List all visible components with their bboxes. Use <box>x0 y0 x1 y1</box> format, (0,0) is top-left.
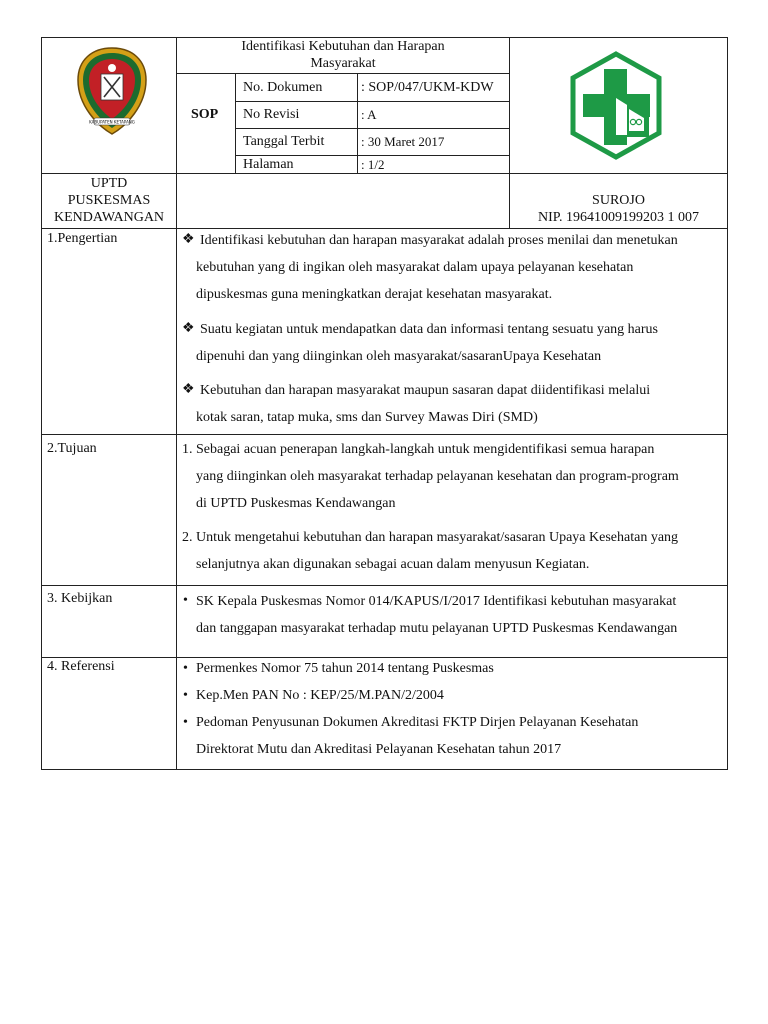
pengertian-item1-line2: kebutuhan yang di ingikan oleh masyarakat dalam upaya pelayanan kesehatan <box>196 260 634 275</box>
field-label-no-revisi: No Revisi <box>243 107 300 122</box>
field-label-tanggal-terbit: Tanggal Terbit <box>243 134 325 149</box>
tujuan-item2-line2: selanjutnya akan digunakan sebagai acuan dalam menyusun Kegiatan. <box>196 557 590 572</box>
signer-name: SUROJO <box>592 193 645 208</box>
tujuan-item1-line3: di UPTD Puskesmas Kendawangan <box>196 496 396 511</box>
field-label-halaman: Halaman <box>243 157 294 172</box>
kebijkan-item1-line2: dan tanggapan masyarakat terhadap mutu pelayanan UPTD Puskesmas Kendawangan <box>196 621 678 636</box>
diamond-bullet-icon: ❖ <box>182 382 195 397</box>
field-label-no-dokumen: No. Dokumen <box>243 80 323 95</box>
svg-text:KABUPATEN KETAPANG: KABUPATEN KETAPANG <box>89 119 135 125</box>
field-value-halaman: : 1/2 <box>361 157 385 172</box>
document-title-line2: Masyarakat <box>310 56 376 71</box>
referensi-item1-line1: Permenkes Nomor 75 tahun 2014 tentang Puskesmas <box>196 661 494 676</box>
bullet-dot-icon: • <box>183 593 188 608</box>
section-label-referensi: 4. Referensi <box>47 659 115 674</box>
pengertian-item1-line3: dipuskesmas guna meningkatkan derajat kesehatan masyarakat. <box>196 287 553 302</box>
referensi-item3-line2: Direktorat Mutu dan Akreditasi Pelayanan Kesehatan tahun 2017 <box>196 742 562 757</box>
field-value-no-dokumen: : SOP/047/UKM-KDW <box>361 80 494 95</box>
pengertian-item2-line2: dipenuhi dan yang diinginkan oleh masyarakat/sasaranUpaya Kesehatan <box>196 349 602 364</box>
bullet-dot-icon: • <box>183 715 188 730</box>
section-label-tujuan: 2.Tujuan <box>47 441 97 456</box>
section-label-pengertian: 1.Pengertian <box>47 231 118 246</box>
pengertian-item1-line1: Identifikasi kebutuhan dan harapan masyarakat adalah proses menilai dan menetukan <box>200 233 678 248</box>
section-label-kebijkan: 3. Kebijkan <box>47 591 113 606</box>
signer-nip: NIP. 19641009199203 1 007 <box>537 210 699 225</box>
puskesmas-logo <box>569 51 664 161</box>
document-title-line1: Identifikasi Kebutuhan dan Harapan <box>241 39 445 54</box>
bullet-dot-icon: • <box>183 661 188 676</box>
field-value-no-revisi: : A <box>361 107 377 122</box>
org-name-line3: KENDAWANGAN <box>53 210 165 225</box>
referensi-item3-line1: Pedoman Penyusunan Dokumen Akreditasi FKTP Dirjen Pelayanan Kesehatan <box>196 715 639 730</box>
pengertian-item2-line1: Suatu kegiatan untuk mendapatkan data dan informasi tentang sesuatu yang harus <box>200 322 658 337</box>
kabupaten-emblem <box>74 46 150 136</box>
sop-label: SOP <box>191 107 219 122</box>
diamond-bullet-icon: ❖ <box>182 321 195 336</box>
diamond-bullet-icon: ❖ <box>182 232 195 247</box>
field-value-tanggal-terbit: : 30 Maret 2017 <box>361 134 445 149</box>
kebijkan-item1-line1: SK Kepala Puskesmas Nomor 014/KAPUS/I/2017 Identifikasi kebutuhan masyarakat <box>196 594 677 609</box>
bullet-dot-icon: • <box>183 688 188 703</box>
org-name-line2: PUSKESMAS <box>67 193 151 208</box>
tujuan-item1-line2: yang diinginkan oleh masyarakat terhadap pelayanan kesehatan dan program-program <box>196 469 679 484</box>
pengertian-item3-line1: Kebutuhan dan harapan masyarakat maupun sasaran dapat diidentifikasi melalui <box>200 383 651 398</box>
pengertian-item3-line2: kotak saran, tatap muka, sms dan Survey Mawas Diri (SMD) <box>196 410 538 425</box>
org-name-line1: UPTD <box>90 176 128 191</box>
tujuan-item1-line1: 1. Sebagai acuan penerapan langkah-langkah untuk mengidentifikasi semua harapan <box>182 442 655 457</box>
tujuan-item2-line1: 2. Untuk mengetahui kebutuhan dan harapan masyarakat/sasaran Upaya Kesehatan yang <box>182 530 679 545</box>
referensi-item2-line1: Kep.Men PAN No : KEP/25/M.PAN/2/2004 <box>196 688 444 703</box>
